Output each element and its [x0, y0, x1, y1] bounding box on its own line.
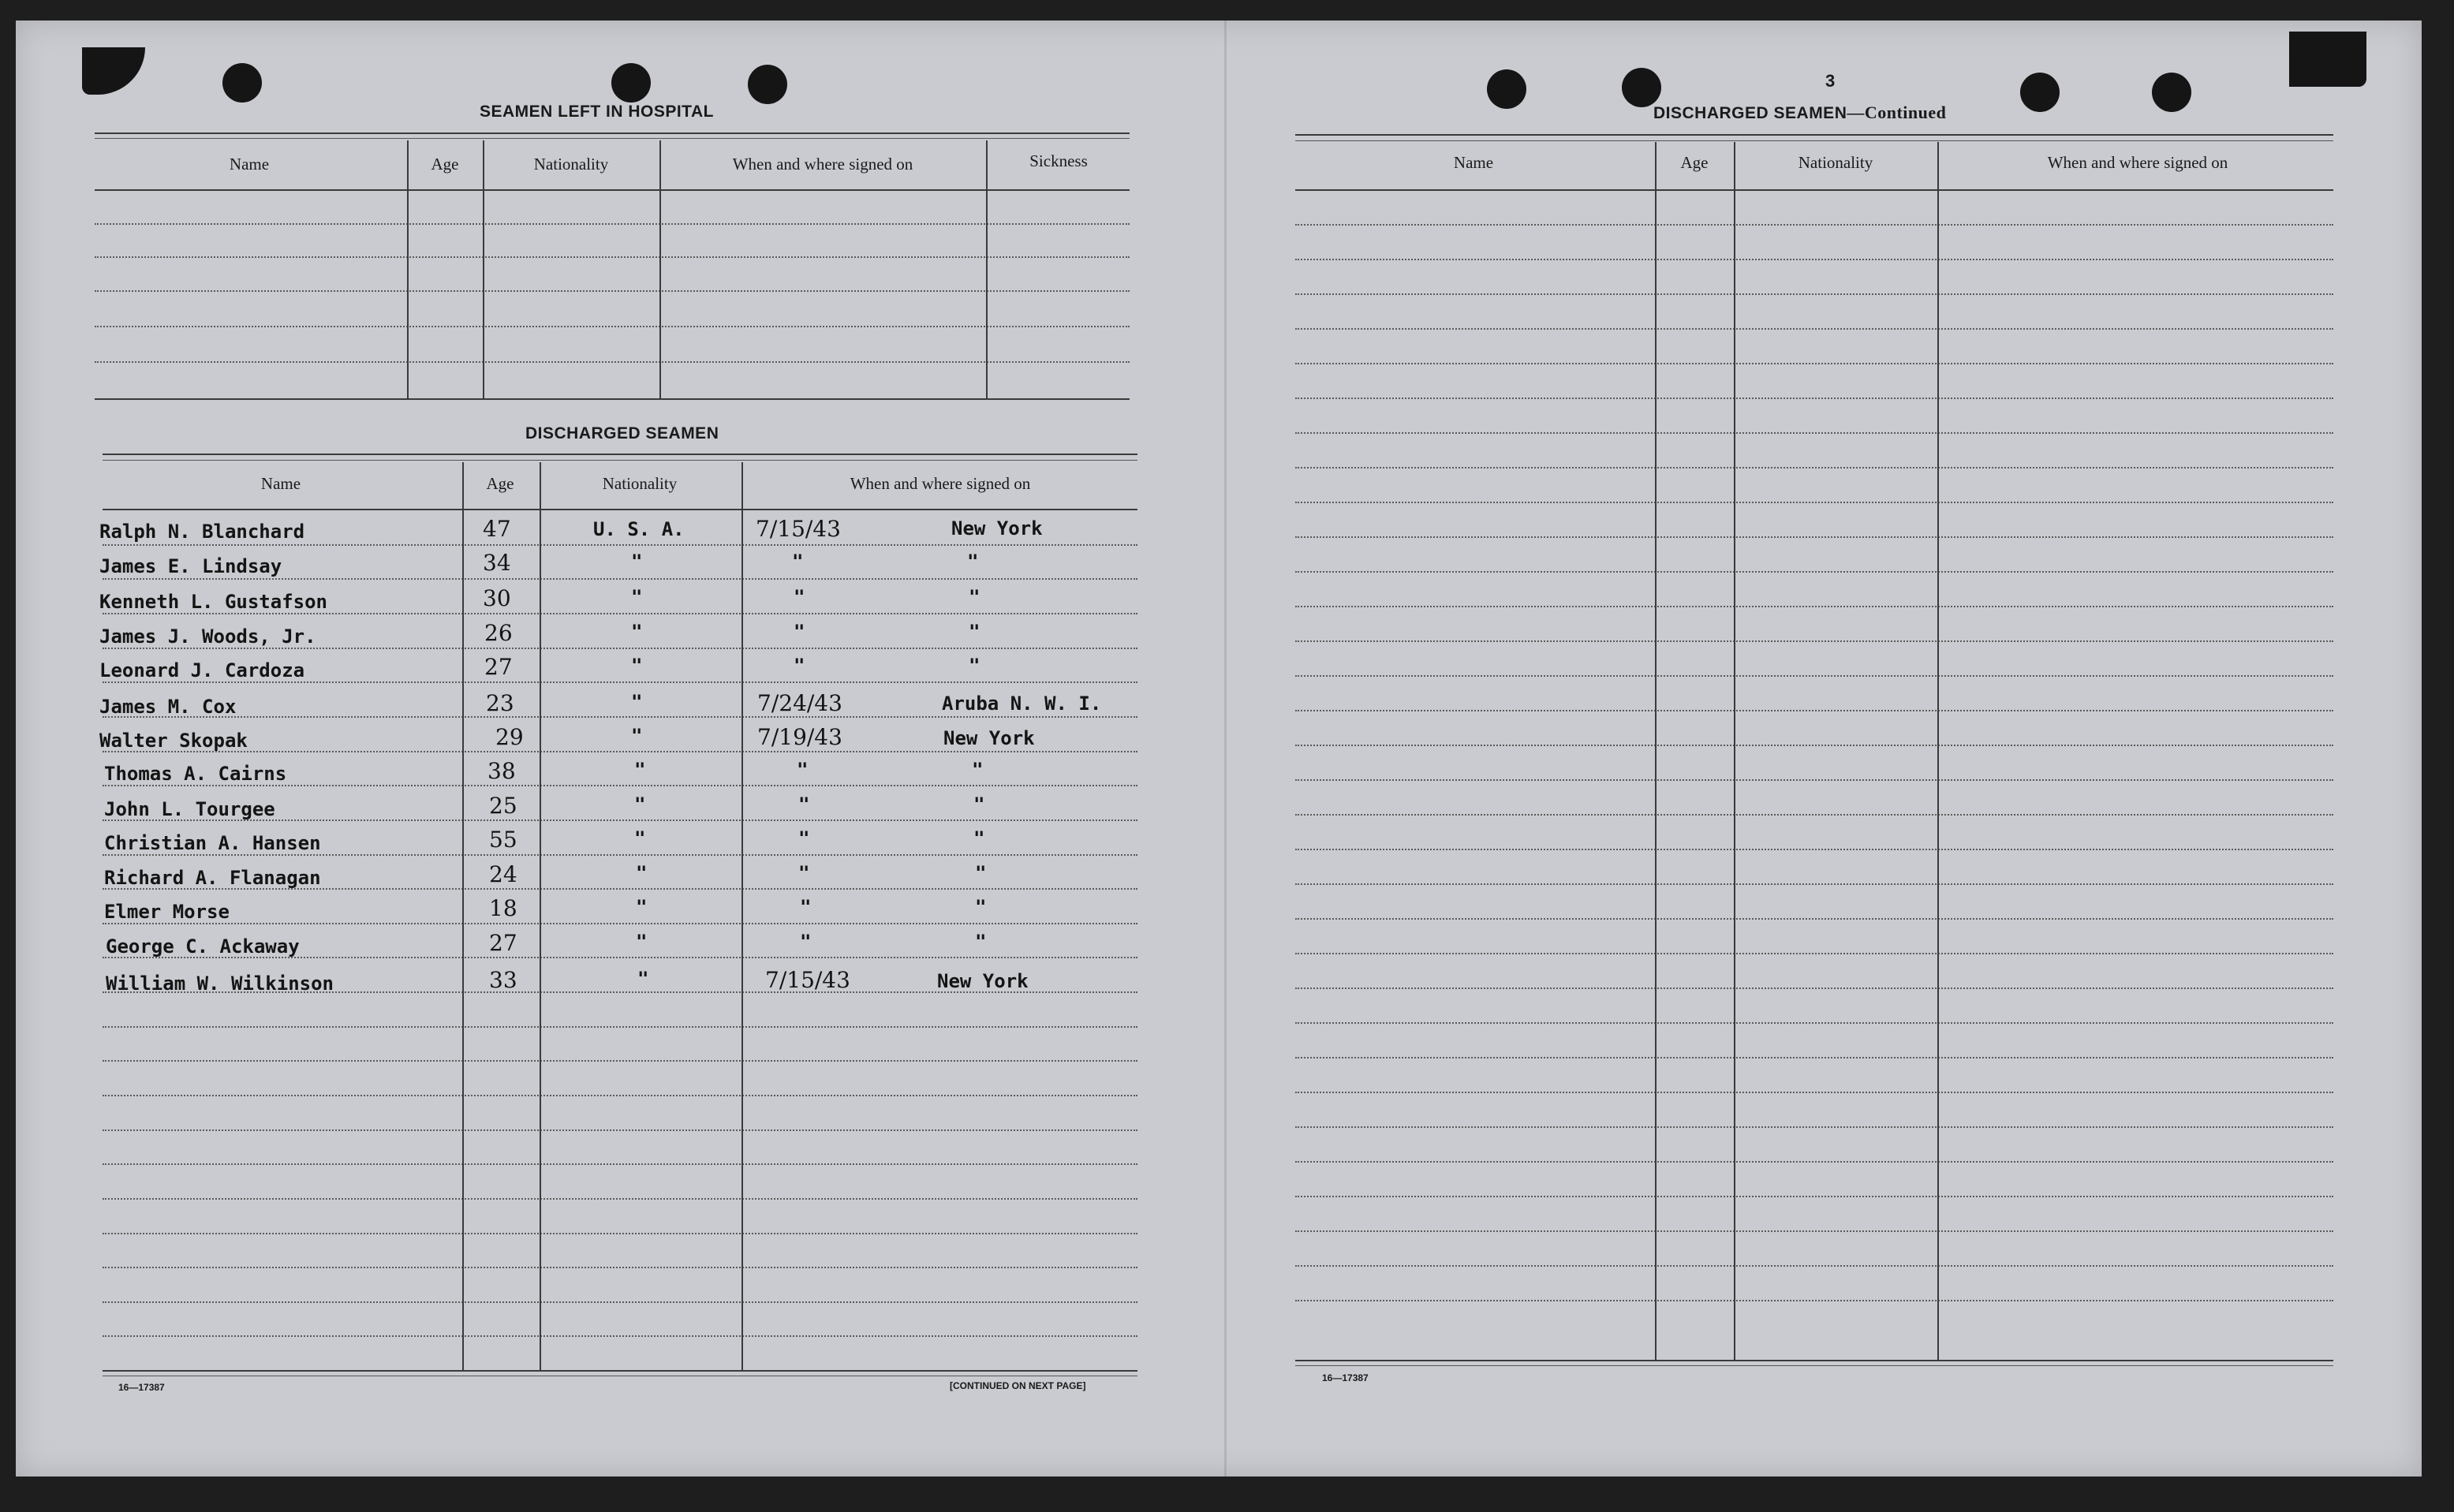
- discharged-table-top-rule: [103, 454, 1137, 455]
- discharged-row-line: [103, 1129, 1137, 1131]
- signed-on-place: ": [975, 931, 987, 953]
- discharged-row-line: [103, 1233, 1137, 1234]
- signed-on-date: ": [797, 759, 809, 781]
- signed-on-place: New York: [951, 517, 1043, 539]
- seaman-name: Walter Skopak: [99, 730, 248, 752]
- continued-row-line: [1295, 467, 2333, 469]
- continued-row-line: [1295, 1300, 2333, 1301]
- continued-col-divider: [1937, 142, 1939, 1360]
- discharged-header-rule: [103, 509, 1137, 510]
- page-number: 3: [1825, 71, 1836, 91]
- punch-hole: [2020, 73, 2060, 112]
- signed-on-place: New York: [937, 970, 1029, 992]
- seaman-age: 18: [489, 895, 517, 921]
- continued-header-signed-on: When and where signed on: [2047, 153, 2228, 172]
- document-sheet: [16, 21, 2422, 1477]
- hospital-table-top-rule-inner: [95, 138, 1130, 139]
- continued-row-line: [1295, 1196, 2333, 1197]
- hospital-col-divider: [407, 140, 409, 398]
- seaman-age: 55: [489, 827, 517, 853]
- hospital-row-line: [95, 223, 1130, 225]
- discharged-row-line: [103, 544, 1137, 546]
- discharged-row-line: [103, 716, 1137, 718]
- continued-row-line: [1295, 883, 2333, 885]
- continued-row-line: [1295, 1092, 2333, 1093]
- seaman-nationality: ": [636, 896, 648, 918]
- signed-on-date: ": [798, 793, 810, 816]
- discharged-row-line: [103, 681, 1137, 683]
- discharged-col-divider: [741, 462, 743, 1370]
- continued-row-line: [1295, 640, 2333, 642]
- seaman-name: Richard A. Flanagan: [104, 867, 321, 889]
- continued-row-line: [1295, 1161, 2333, 1163]
- signed-on-place: ": [969, 621, 980, 643]
- continued-row-line: [1295, 953, 2333, 954]
- seaman-age: 23: [486, 690, 514, 716]
- continued-row-line: [1295, 293, 2333, 295]
- signed-on-place: ": [973, 793, 985, 816]
- continued-header-name: Name: [1453, 153, 1494, 172]
- continued-row-line: [1295, 1022, 2333, 1024]
- discharged-continued-suffix: —Continued: [1847, 103, 1947, 122]
- continued-row-line: [1295, 849, 2333, 850]
- signed-on-date: 7/15/43: [765, 967, 850, 993]
- continued-row-line: [1295, 918, 2333, 920]
- seaman-name: George C. Ackaway: [106, 935, 300, 958]
- seaman-nationality: ": [631, 725, 643, 747]
- seaman-name: James M. Cox: [99, 696, 237, 718]
- continued-row-line: [1295, 710, 2333, 711]
- hospital-row-line: [95, 290, 1130, 292]
- seaman-nationality: ": [634, 759, 646, 781]
- continued-table-top-rule-inner: [1295, 140, 2333, 141]
- punch-hole: [222, 63, 262, 103]
- hospital-col-divider: [659, 140, 661, 398]
- discharged-row-line: [103, 613, 1137, 614]
- form-number: 16—17387: [1322, 1372, 1369, 1383]
- discharged-header-name: Name: [260, 474, 301, 493]
- signed-on-date: 7/24/43: [757, 690, 842, 716]
- punch-hole: [1622, 68, 1661, 107]
- seaman-nationality: ": [631, 551, 643, 573]
- seaman-nationality: ": [631, 691, 643, 713]
- signed-on-date: ": [798, 862, 810, 884]
- discharged-row-line: [103, 1095, 1137, 1096]
- seaman-age: 38: [487, 758, 516, 784]
- discharged-table-top-rule-inner: [103, 460, 1137, 461]
- hospital-col-divider: [986, 140, 988, 398]
- discharged-row-line: [103, 1060, 1137, 1062]
- seaman-name: Thomas A. Cairns: [104, 763, 287, 785]
- signed-on-place: ": [975, 862, 987, 884]
- form-number: 16—17387: [118, 1382, 165, 1393]
- seaman-name: Ralph N. Blanchard: [99, 521, 305, 543]
- signed-on-place: ": [967, 551, 979, 573]
- continued-col-divider: [1655, 142, 1657, 1360]
- seaman-name: John L. Tourgee: [104, 798, 275, 820]
- seaman-name: William W. Wilkinson: [106, 973, 334, 995]
- continued-row-line: [1295, 987, 2333, 989]
- signed-on-date: ": [794, 586, 805, 608]
- discharged-header-age: Age: [486, 474, 514, 493]
- seaman-nationality: ": [637, 968, 649, 990]
- continued-row-line: [1295, 779, 2333, 781]
- seaman-age: 26: [484, 620, 513, 646]
- signed-on-date: ": [792, 551, 804, 573]
- hospital-header-name: Name: [229, 155, 270, 174]
- seaman-age: 27: [484, 654, 513, 680]
- seaman-age: 27: [489, 930, 517, 956]
- continued-row-line: [1295, 814, 2333, 816]
- discharged-header-nationality: Nationality: [602, 474, 678, 493]
- seaman-name: Christian A. Hansen: [104, 832, 321, 854]
- signed-on-place: Aruba N. W. I.: [942, 693, 1102, 715]
- seaman-nationality: ": [631, 655, 643, 677]
- continued-header-nationality: Nationality: [1798, 153, 1873, 172]
- seaman-name: Kenneth L. Gustafson: [99, 591, 327, 613]
- hospital-header-rule: [95, 189, 1130, 191]
- seaman-name: Leonard J. Cardoza: [99, 659, 305, 681]
- continued-note: [CONTINUED ON NEXT PAGE]: [950, 1380, 1086, 1391]
- continued-row-line: [1295, 502, 2333, 503]
- signed-on-date: ": [794, 655, 805, 677]
- seaman-nationality: ": [631, 586, 643, 608]
- seaman-age: 33: [489, 967, 517, 993]
- continued-row-line: [1295, 745, 2333, 746]
- page-fold: [1224, 21, 1227, 1477]
- discharged-row-line: [103, 648, 1137, 649]
- continued-row-line: [1295, 1126, 2333, 1128]
- hospital-col-divider: [483, 140, 484, 398]
- discharged-header-signed-on: When and where signed on: [850, 474, 1031, 493]
- discharged-continued-title-main: DISCHARGED SEAMEN: [1653, 104, 1847, 122]
- seaman-age: 29: [495, 724, 524, 750]
- seaman-name: Elmer Morse: [104, 901, 230, 923]
- signed-on-place: New York: [943, 727, 1035, 749]
- discharged-row-line: [103, 751, 1137, 752]
- punch-hole: [1487, 69, 1526, 109]
- seaman-nationality: ": [634, 793, 646, 816]
- hospital-header-age: Age: [431, 155, 459, 174]
- seaman-nationality: ": [636, 931, 648, 953]
- continued-table-bottom-rule: [1295, 1360, 2333, 1361]
- seaman-age: 25: [489, 793, 517, 819]
- seaman-nationality: U. S. A.: [593, 518, 685, 540]
- signed-on-date: ": [800, 931, 812, 953]
- continued-row-line: [1295, 606, 2333, 607]
- continued-header-age: Age: [1680, 153, 1709, 172]
- hospital-table-bottom-rule: [95, 398, 1130, 400]
- punch-hole: [748, 65, 787, 104]
- discharged-table-bottom-rule: [103, 1370, 1137, 1372]
- discharged-row-line: [103, 578, 1137, 580]
- seaman-name: James E. Lindsay: [99, 555, 282, 577]
- hospital-table-top-rule: [95, 133, 1130, 134]
- continued-row-line: [1295, 675, 2333, 677]
- discharged-row-line: [103, 1163, 1137, 1165]
- continued-row-line: [1295, 1057, 2333, 1058]
- discharged-col-divider: [462, 462, 464, 1370]
- signed-on-place: ": [969, 586, 980, 608]
- seaman-age: 24: [489, 861, 517, 887]
- seaman-age: 47: [483, 516, 511, 542]
- hospital-section-title: SEAMEN LEFT IN HOSPITAL: [480, 103, 714, 121]
- signed-on-date: ": [794, 621, 805, 643]
- signed-on-date: ": [798, 827, 810, 849]
- discharged-row-line: [103, 1335, 1137, 1337]
- continued-row-line: [1295, 363, 2333, 364]
- discharged-row-line: [103, 785, 1137, 786]
- signed-on-place: ": [972, 759, 984, 781]
- hospital-row-line: [95, 326, 1130, 327]
- punch-hole: [2152, 73, 2191, 112]
- hospital-header-nationality: Nationality: [533, 155, 609, 174]
- hospital-header-sickness: Sickness: [1029, 151, 1088, 170]
- discharged-row-line: [103, 923, 1137, 924]
- continued-row-line: [1295, 398, 2333, 399]
- continued-row-line: [1295, 224, 2333, 226]
- seaman-nationality: ": [634, 827, 646, 849]
- signed-on-place: ": [975, 896, 987, 918]
- continued-table-top-rule: [1295, 134, 2333, 136]
- signed-on-date: 7/19/43: [757, 724, 842, 750]
- continued-header-rule: [1295, 189, 2333, 191]
- continued-col-divider: [1734, 142, 1735, 1360]
- discharged-section-title: DISCHARGED SEAMEN: [525, 424, 719, 442]
- discharged-row-line: [103, 1198, 1137, 1200]
- seaman-age: 34: [483, 550, 511, 576]
- continued-row-line: [1295, 571, 2333, 573]
- signed-on-date: 7/15/43: [756, 516, 841, 542]
- seaman-nationality: ": [636, 862, 648, 884]
- discharged-row-line: [103, 1267, 1137, 1268]
- continued-row-line: [1295, 1265, 2333, 1267]
- continued-table-bottom-rule-inner: [1295, 1365, 2333, 1366]
- discharged-col-divider: [540, 462, 541, 1370]
- signed-on-place: ": [969, 655, 980, 677]
- continued-row-line: [1295, 328, 2333, 330]
- discharged-row-line: [103, 1301, 1137, 1303]
- continued-row-line: [1295, 1230, 2333, 1232]
- hospital-header-signed-on: When and where signed on: [732, 155, 913, 174]
- discharged-row-line: [103, 854, 1137, 856]
- punch-hole: [611, 63, 651, 103]
- signed-on-place: ": [973, 827, 985, 849]
- discharged-continued-title: [1653, 103, 1946, 123]
- hospital-row-line: [95, 256, 1130, 258]
- continued-row-line: [1295, 536, 2333, 538]
- continued-row-line: [1295, 259, 2333, 260]
- signed-on-date: ": [800, 896, 812, 918]
- seaman-name: James J. Woods, Jr.: [99, 625, 316, 648]
- seaman-nationality: ": [631, 621, 643, 643]
- torn-corner: [2289, 32, 2366, 87]
- seaman-age: 30: [483, 585, 511, 611]
- discharged-row-line: [103, 1026, 1137, 1028]
- continued-row-line: [1295, 432, 2333, 434]
- hospital-row-line: [95, 361, 1130, 363]
